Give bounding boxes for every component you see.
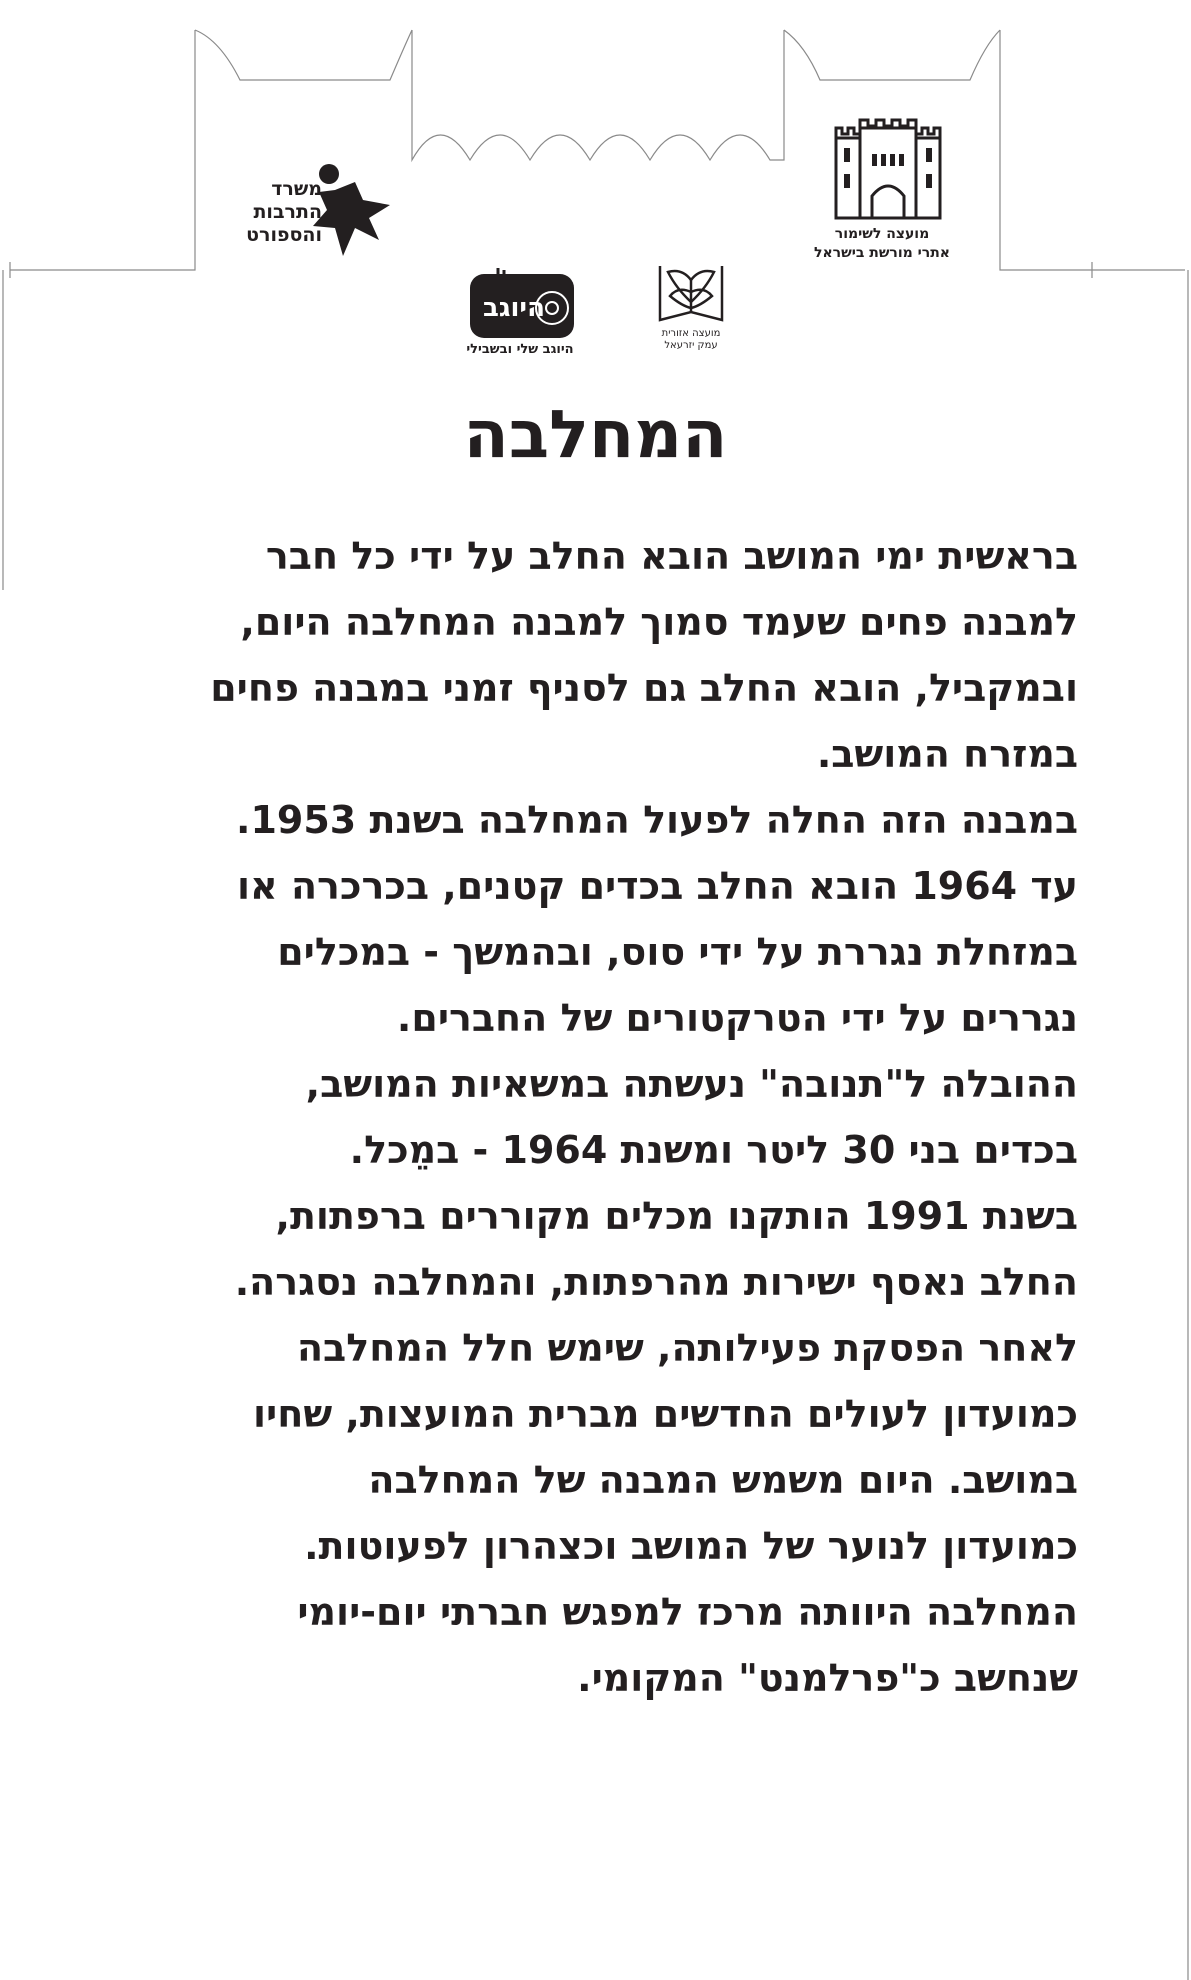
body-line: שנחשב כ"פרלמנט" המקומי. [577, 1656, 1078, 1700]
body-line: עד 1964 הובא החלב בכדים קטנים, בכרכרה או [237, 864, 1078, 908]
yogev-logo-word: היוגב [483, 293, 545, 323]
body-line: בראשית ימי המושב הובא החלב על ידי כל חבר [265, 534, 1078, 578]
emek-logo-text [648, 328, 734, 352]
body-line: נגררים על ידי הטרקטורים של החברים. [396, 996, 1078, 1040]
body-line: כמועדון לנוער של המושב וכצהרון לפעוטות. [304, 1524, 1078, 1568]
castle-icon [832, 118, 944, 220]
body-line: במושב. היום משמש המבנה של המחלבה [368, 1458, 1078, 1502]
book-icon [656, 262, 726, 328]
body-line: למבנה פחים שעמד סמוך למבנה המחלבה היום, [240, 600, 1078, 644]
body-line: במבנה הזה החלה לפעול המחלבה בשנת 1953. [236, 798, 1078, 842]
body-line: ובמקביל, הובא החלב גם לסניף זמני במבנה פחים [210, 666, 1078, 710]
council-line-1: מועצה לשימור [834, 226, 930, 242]
body-line: המחלבה היוותה מרכז למפגש חברתי יום-יומי [297, 1590, 1078, 1634]
yogev-caption: היוגב שלי ובשבילי [466, 342, 574, 357]
ministry-line-2: התרבות [253, 201, 322, 223]
council-line-2: אתרי מורשת בישראל [814, 245, 950, 261]
body-text [78, 523, 1078, 1711]
body-line: בשנת 1991 הותקנו מכלים מקוררים ברפתות, [275, 1194, 1078, 1238]
emek-line-2: עמק יזרעאל [664, 340, 718, 351]
body-line: ההובלה ל"תנובה" נעשתה במשאיות המושב, [305, 1062, 1078, 1106]
yogev-logo-icon [468, 268, 576, 340]
ministry-logo-text [212, 178, 322, 247]
ministry-line-3: והספורט [246, 224, 322, 246]
body-line: במזרח המושב. [816, 732, 1078, 776]
body-line: במזחלת נגררת על ידי סוס, ובהמשך - במכלים [277, 930, 1078, 974]
emek-line-1: מועצה אזורית [661, 328, 721, 339]
body-line: לאחר הפסקת פעילותה, שימש חלל המחלבה [296, 1326, 1078, 1370]
body-line: כמועדון לעולים החדשים מברית המועצות, שחיו [253, 1392, 1078, 1436]
page-title: המחלבה [463, 396, 728, 473]
council-logo-text [792, 225, 972, 263]
body-line: בכדים בני 30 ליטר ומשנת 1964 - במֵכל. [349, 1128, 1078, 1172]
ministry-line-1: משרד [271, 178, 322, 200]
body-line: החלב נאסף ישירות מהרפתות, והמחלבה נסגרה. [234, 1260, 1078, 1304]
